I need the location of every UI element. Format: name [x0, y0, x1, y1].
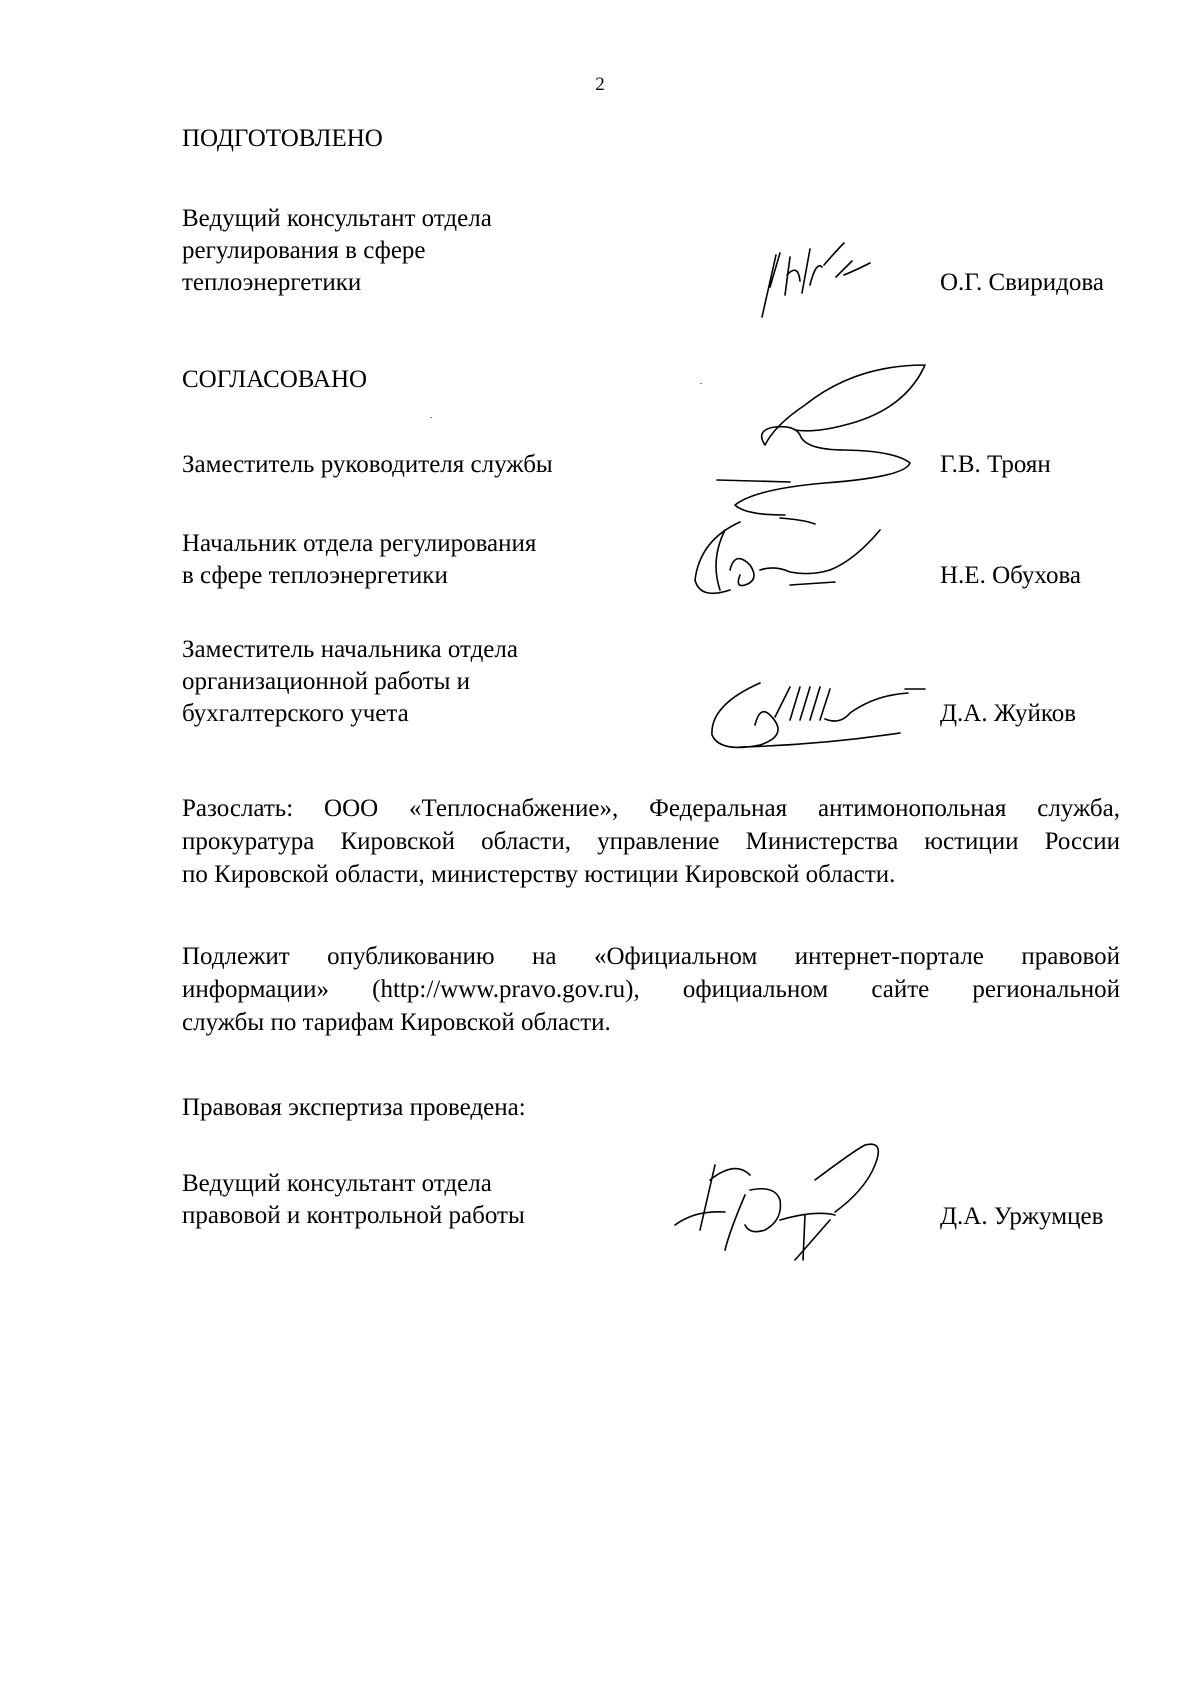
role-line: Начальник отдела регулирования [182, 530, 537, 557]
paragraph-line: Разослать: ООО «Теплоснабжение», Федеральная антимонопольная служба, [182, 795, 1120, 822]
paragraph-line: информации» (http://www.pravo.gov.ru), официальном сайте региональной [182, 976, 1120, 1003]
paragraph-line: Подлежит опубликованию на «Официальном интернет-портале правовой [182, 943, 1120, 970]
role-line: правовой и контрольной работы [182, 1202, 525, 1229]
scan-speck [430, 417, 432, 418]
agreed-role-3 [182, 634, 622, 730]
agreed-signatory-name-1: Г.В. Троян [940, 451, 1051, 478]
distribution-paragraph [182, 792, 1120, 891]
role-line: бухгалтерского учета [182, 700, 409, 727]
agreed-role-2 [182, 528, 622, 592]
legal-review-signatory-name: Д.А. Уржумцев [940, 1203, 1104, 1230]
role-line: организационной работы и [182, 668, 471, 695]
signature-obukhova [680, 510, 890, 610]
role-line: регулирования в сфере [182, 237, 426, 264]
role-line: теплоэнергетики [182, 269, 362, 296]
signature-sviridova [740, 235, 880, 325]
role-line: в сфере теплоэнергетики [182, 562, 448, 589]
page-number: 2 [595, 74, 605, 95]
role-line: Заместитель начальника отдела [182, 636, 518, 663]
legal-review-heading: Правовая экспертиза проведена: [182, 1094, 526, 1121]
role-line: Ведущий консультант отдела [182, 205, 492, 232]
agreed-signatory-name-3: Д.А. Жуйков [940, 700, 1077, 727]
role-line: Заместитель руководителя службы [182, 451, 553, 478]
paragraph-line: прокуратура Кировской области, управление Министерства юстиции России [182, 828, 1120, 855]
role-line: Ведущий консультант отдела [182, 1170, 492, 1197]
signature-zhuikov [700, 675, 940, 755]
signature-urzhumtsev [655, 1140, 905, 1280]
publication-paragraph [182, 940, 1120, 1039]
agreed-heading: СОГЛАСОВАНО [182, 366, 368, 393]
paragraph-line: службы по тарифам Кировской области. [182, 1009, 611, 1036]
prepared-heading: ПОДГОТОВЛЕНО [182, 125, 383, 152]
signature-troyan [705, 355, 935, 525]
scan-speck [700, 383, 702, 384]
paragraph-line: по Кировской области, министерству юстиции Кировской области. [182, 861, 896, 888]
prepared-role [182, 203, 622, 299]
prepared-signatory-name: О.Г. Свиридова [940, 269, 1104, 296]
agreed-role-1 [182, 449, 622, 481]
agreed-signatory-name-2: Н.Е. Обухова [940, 562, 1082, 589]
legal-review-role [182, 1168, 622, 1232]
